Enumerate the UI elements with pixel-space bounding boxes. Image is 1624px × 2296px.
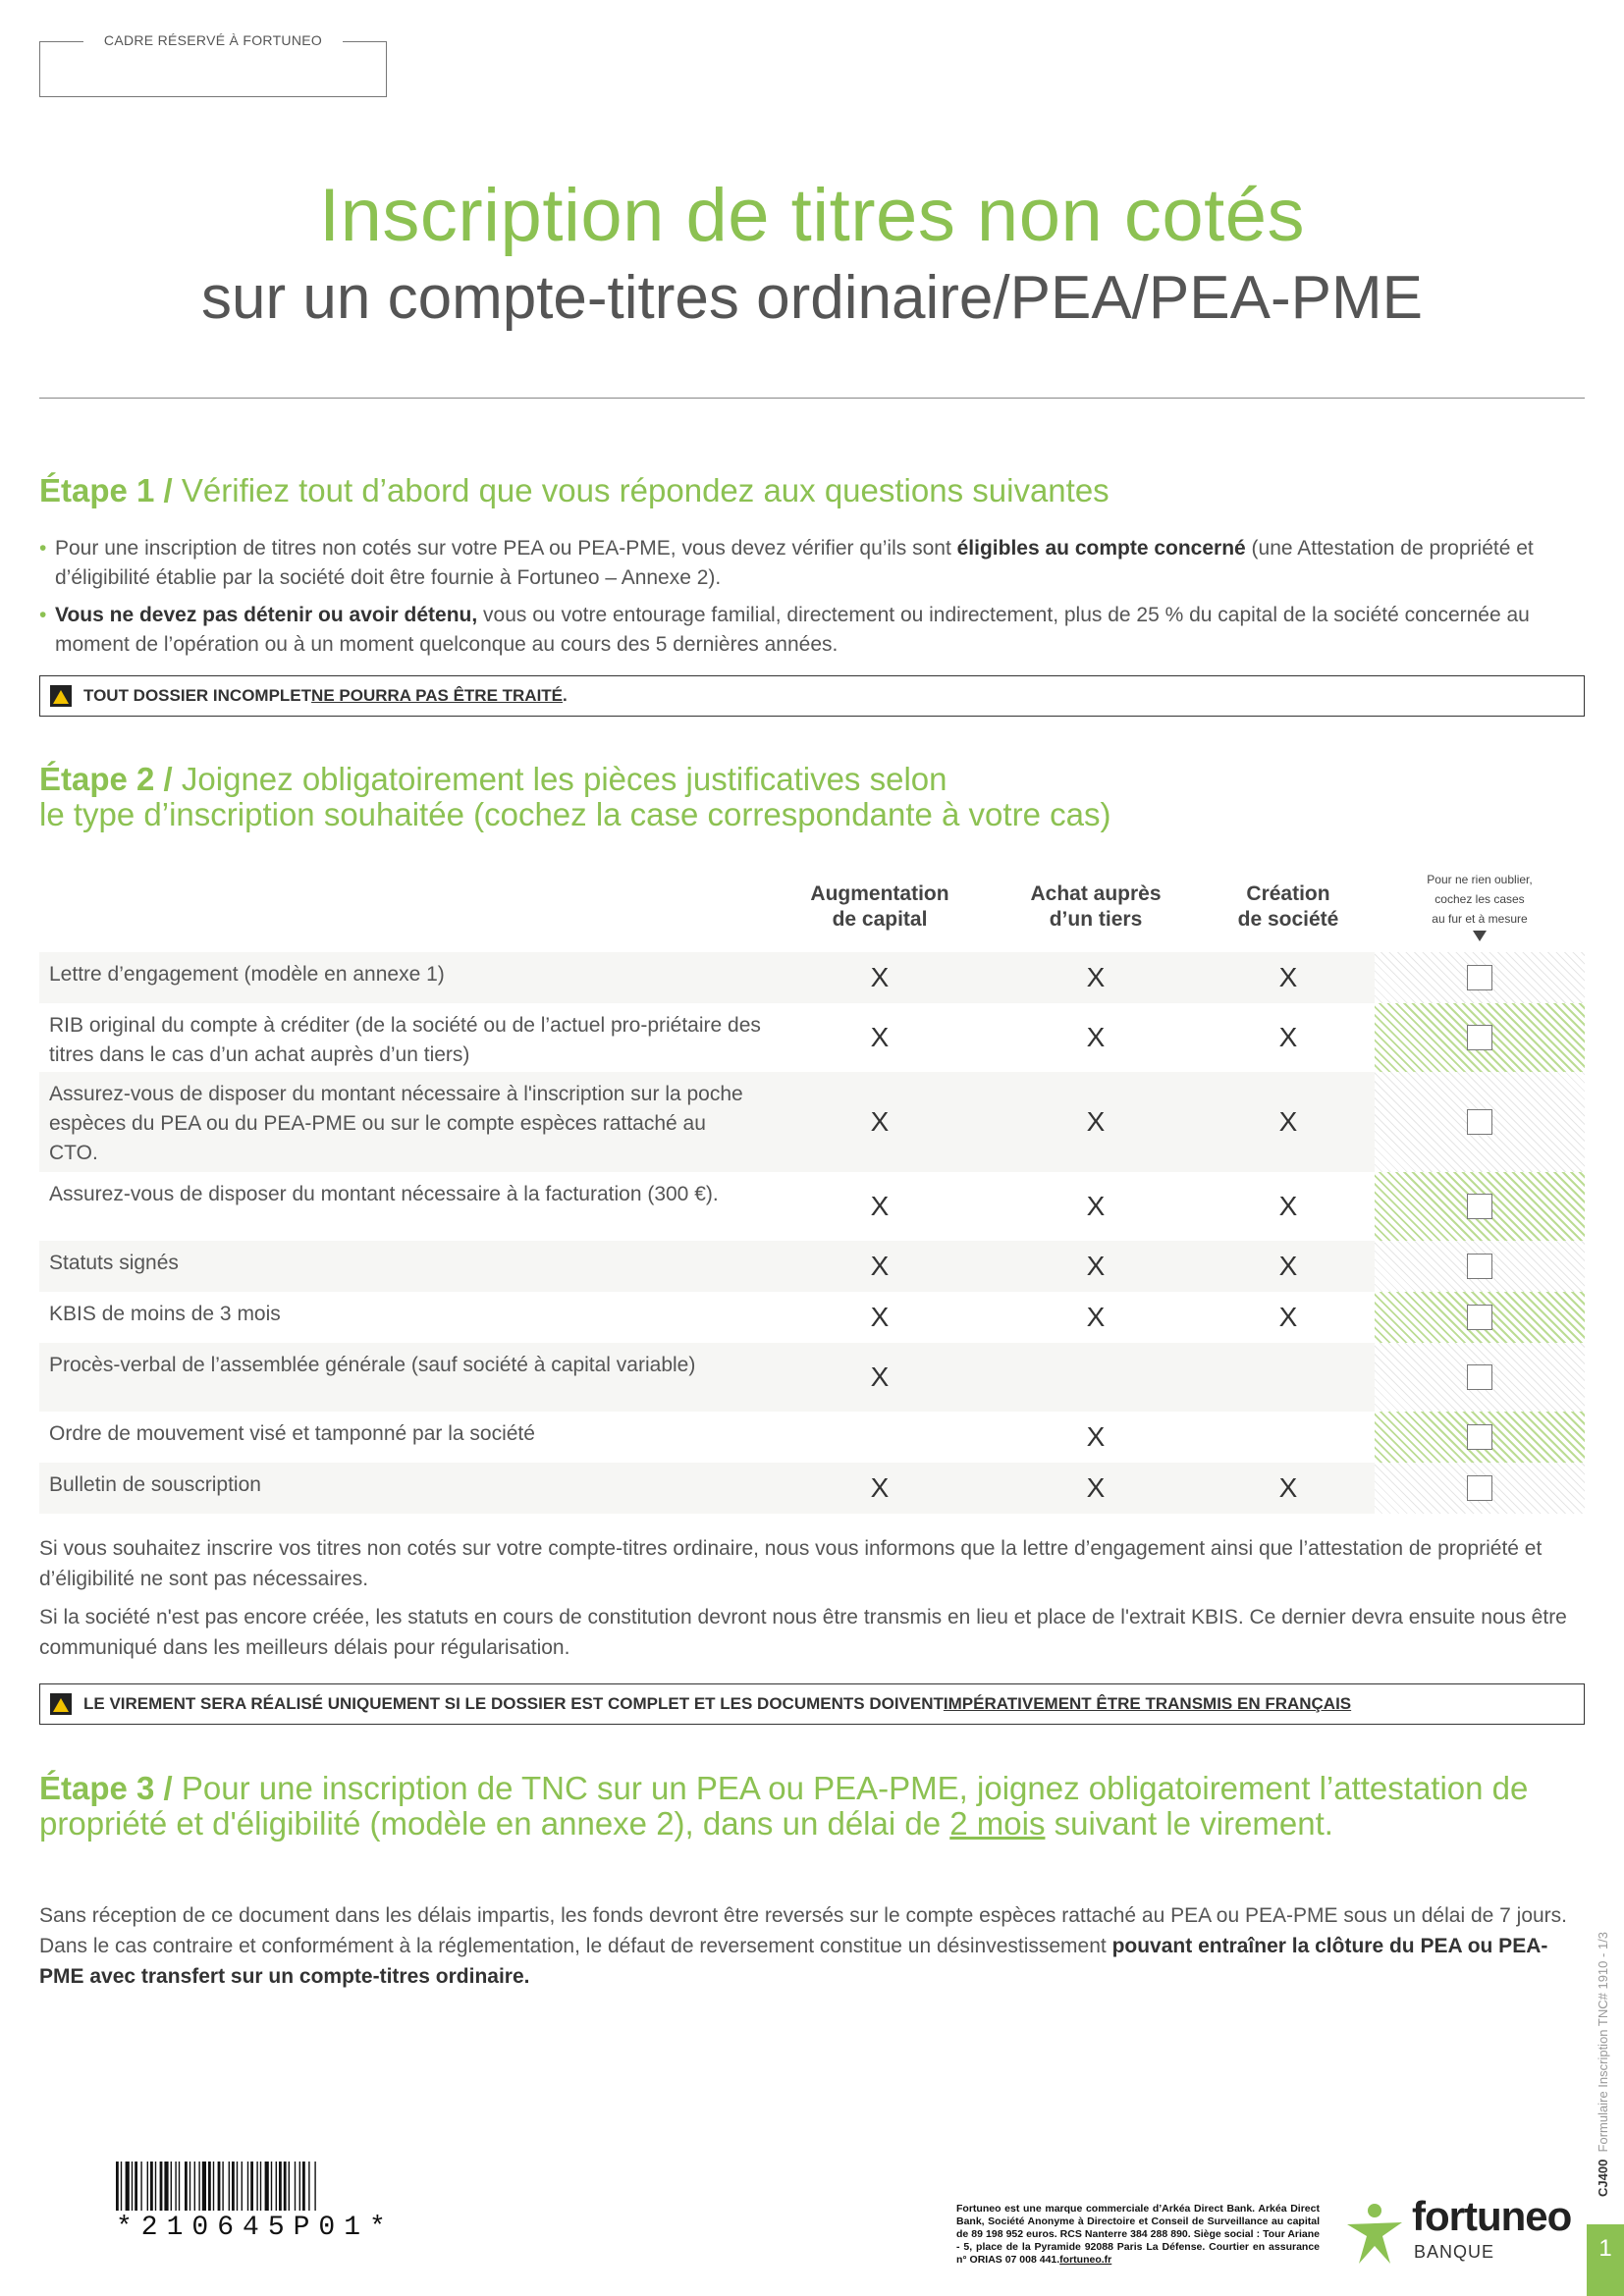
barcode-bar xyxy=(121,2162,122,2211)
barcode-bar xyxy=(308,2162,309,2211)
step3-heading xyxy=(39,1771,1585,1842)
step2-heading xyxy=(39,762,1585,832)
barcode-bar xyxy=(295,2162,296,2211)
barcode-bar xyxy=(164,2162,168,2211)
barcode-bar xyxy=(147,2162,148,2211)
x-mark: X xyxy=(1086,1022,1106,1052)
row-label: Lettre d’engagement (modèle en annexe 1) xyxy=(39,952,1375,1003)
checkbox-cell xyxy=(1375,1241,1585,1292)
row-label: KBIS de moins de 3 mois xyxy=(49,1303,281,1325)
barcode-bar xyxy=(198,2162,199,2211)
x-mark: X xyxy=(1278,1302,1298,1332)
barcode-bar xyxy=(289,2162,290,2211)
page-title: Inscription de titres non cotés xyxy=(318,174,1306,257)
x-mark: X xyxy=(1278,1191,1298,1221)
x-mark: X xyxy=(1086,1106,1106,1137)
row-label: Bulletin de souscription xyxy=(39,1463,1375,1514)
barcode-bar xyxy=(302,2162,305,2211)
barcode-bar xyxy=(175,2162,176,2211)
barcode-bar xyxy=(194,2162,195,2211)
x-mark: X xyxy=(1278,1472,1298,1503)
row-checkbox[interactable] xyxy=(1467,1194,1492,1219)
step3-title: Pour une inscription de TNC sur un PEA ou PEA-PME, joignez obligatoirement l’attestation de propriété et d'éligibilité (modèle en annexe 2), dans un délai de xyxy=(39,1770,1529,1842)
barcode-bar xyxy=(189,2162,190,2211)
checkbox-cell xyxy=(1375,1343,1585,1412)
x-mark: X xyxy=(1278,1106,1298,1137)
column-header-line: de société xyxy=(1237,908,1339,931)
barcode-bar xyxy=(299,2162,300,2211)
bullet-bold: éligibles au compte concerné xyxy=(956,537,1246,560)
row-checkbox[interactable] xyxy=(1467,965,1492,990)
note-line: cochez les cases xyxy=(1435,892,1525,906)
barcode-bar xyxy=(284,2162,287,2211)
form-code: CJ400 xyxy=(1596,2159,1610,2197)
warning-underlined: NE POURRA PAS ÊTRE TRAITÉ xyxy=(311,686,564,705)
bullet-text: (une Attestation de propriété et d’éligibilité établie par la société doit être fournie à Fortuneo – Annexe 2). xyxy=(55,537,1534,589)
barcode-bar xyxy=(242,2162,243,2211)
barcode-bar xyxy=(208,2162,211,2211)
barcode-bar xyxy=(222,2162,223,2211)
form-title: Formulaire Inscription TNC# 1910 - 1/3 xyxy=(1596,1931,1610,2153)
brand-name: fortuneo xyxy=(1412,2193,1572,2239)
x-mark: X xyxy=(870,1191,890,1221)
table-row xyxy=(39,952,1585,1003)
checkbox-cell xyxy=(1375,1172,1585,1241)
barcode-bar xyxy=(218,2162,221,2211)
table-row xyxy=(39,1172,1585,1241)
x-mark: X xyxy=(1278,962,1298,992)
table-row xyxy=(39,1072,1585,1172)
form-reference xyxy=(1596,1932,1610,2197)
step1-warning-banner xyxy=(39,675,1585,717)
column-header-line: Création xyxy=(1246,882,1330,905)
note-line: au fur et à mesure xyxy=(1432,912,1528,926)
step2-title-line2: le type d’inscription souhaitée (cochez la case correspondante à votre cas) xyxy=(39,796,1111,832)
row-label: Assurez-vous de disposer du montant nécessaire à l'inscription sur la poche espèces du PEA ou du PEA-PME ou sur le compte espèces rattaché au CTO. xyxy=(39,1072,1375,1172)
row-checkbox[interactable] xyxy=(1467,1109,1492,1135)
checkbox-cell xyxy=(1375,1412,1585,1463)
barcode-bar xyxy=(126,2162,130,2211)
column-header-line: Augmentation xyxy=(810,882,949,905)
warning-text: . xyxy=(563,686,568,705)
step2-label: Étape 2 / xyxy=(39,761,173,797)
table-row xyxy=(39,1292,1585,1343)
x-mark: X xyxy=(1086,962,1106,992)
barcode-bar xyxy=(229,2162,230,2211)
website-link[interactable]: fortuneo.fr xyxy=(1059,2254,1112,2266)
barcode-bar xyxy=(155,2162,156,2211)
warning-icon xyxy=(50,1693,72,1715)
table-row xyxy=(39,1463,1585,1514)
x-mark: X xyxy=(870,1472,890,1503)
column-header-line: Achat auprès xyxy=(1030,882,1162,905)
barcode-bar xyxy=(256,2162,257,2211)
step3-deadline: 2 mois xyxy=(949,1805,1046,1842)
barcode-bar xyxy=(185,2162,188,2211)
x-mark: X xyxy=(1278,1022,1298,1052)
table-row xyxy=(39,1343,1585,1412)
row-label: RIB original du compte à créditer (de la société ou de l’actuel pro-priétaire des titres dans le cas d’un achat auprès d’un tiers) xyxy=(49,1014,761,1066)
row-label: Statuts signés xyxy=(39,1241,1375,1292)
warning-text: TOUT DOSSIER INCOMPLET xyxy=(83,686,312,705)
barcode-bar xyxy=(135,2162,137,2211)
barcode-bar xyxy=(116,2162,119,2211)
step2-note-cto: Si vous souhaitez inscrire vos titres non cotés sur votre compte-titres ordinaire, nous vous informons que la lettre d’engagement ainsi que l’attestation de propriété et d’éligibilité ne sont pas nécessaires. xyxy=(39,1537,1543,1590)
x-mark: X xyxy=(1086,1302,1106,1332)
warning-text: LE VIREMENT SERA RÉALISÉ UNIQUEMENT SI LE DOSSIER EST COMPLET ET LES DOCUMENTS DOIVENT xyxy=(83,1694,944,1713)
checkbox-cell xyxy=(1375,952,1585,1003)
barcode-bar xyxy=(276,2162,277,2211)
checkbox-cell xyxy=(1375,1463,1585,1514)
barcode-bar xyxy=(179,2162,180,2211)
step1-title: Vérifiez tout d’abord que vous répondez aux questions suivantes xyxy=(181,472,1110,508)
barcode-bar xyxy=(140,2162,141,2211)
checkbox-column-note xyxy=(1406,870,1553,941)
barcode-bar xyxy=(271,2162,272,2211)
barcode-bar xyxy=(314,2162,315,2211)
barcode-bar xyxy=(237,2162,238,2211)
barcode-bar xyxy=(132,2162,133,2211)
step2-title-line1: Joignez obligatoirement les pièces justificatives selon xyxy=(181,761,947,797)
page-number: 1 xyxy=(1587,2224,1624,2296)
note-line: Pour ne rien oublier, xyxy=(1427,873,1533,886)
bullet-text: Pour une inscription de titres non cotés sur votre PEA ou PEA-PME, vous devez vérifier qu’ils sont xyxy=(55,537,957,560)
barcode-bar xyxy=(260,2162,261,2211)
x-mark: X xyxy=(870,1106,890,1137)
paragraph-text: Sans réception de ce document dans les délais impartis, les fonds devront être reversés sur le compte espèces rattaché au PEA ou PEA-PME sous un délai de 7 jours. Dans le cas contraire et conformément à la réglementation, le défaut de reversement constitue un désinvestissement xyxy=(39,1904,1567,1957)
bullet-bold: Vous ne devez pas détenir ou avoir détenu, xyxy=(55,604,478,626)
checkbox-cell xyxy=(1375,1292,1585,1343)
barcode-bar xyxy=(202,2162,206,2211)
row-checkbox[interactable] xyxy=(1467,1364,1492,1390)
paragraph-bold: pouvant entraîner la clôture du PEA ou PEA-PME avec transfert sur un compte-titres ordinaire. xyxy=(39,1935,1548,1988)
barcode xyxy=(116,2162,450,2211)
step1-heading xyxy=(39,473,1585,508)
legal-text: Fortuneo est une marque commerciale d’Arkéa Direct Bank. Arkéa Direct Bank, Société Anonyme à Directoire et Conseil de Surveillance au capital de 89 198 952 euros. RCS Nanterre 384 288 890. Siège social : Tour Ariane - 5, place de la Pyramide 92088 Paris La Défense. Courtier en assurance n° ORIAS 07 008 441. xyxy=(956,2203,1320,2266)
x-mark: X xyxy=(1086,1472,1106,1503)
header-divider xyxy=(39,398,1585,399)
barcode-bar xyxy=(247,2162,248,2211)
step3-label: Étape 3 / xyxy=(39,1770,173,1806)
bullet-text: vous ou votre entourage familial, directement ou indirectement, plus de 25 % du capital de la société concernée au moment de l’opération ou à un moment quelconque au cours des 5 dernières années. xyxy=(55,604,1530,656)
table-row xyxy=(39,1412,1585,1463)
barcode-bar xyxy=(160,2162,163,2211)
x-mark: X xyxy=(870,1022,890,1052)
brand-subtitle: BANQUE xyxy=(1414,2242,1495,2262)
x-mark: X xyxy=(1086,1191,1106,1221)
legal-notice xyxy=(956,2203,1320,2267)
warning-underlined: IMPÉRATIVEMENT ÊTRE TRANSMIS EN FRANÇAIS xyxy=(943,1694,1352,1713)
barcode-bar xyxy=(232,2162,235,2211)
step1-label: Étape 1 / xyxy=(39,472,173,508)
barcode-number: *210645P01* xyxy=(116,2213,395,2243)
barcode-bar xyxy=(213,2162,214,2211)
barcode-bar xyxy=(150,2162,153,2211)
reserved-frame xyxy=(39,32,387,97)
x-mark: X xyxy=(870,1362,890,1392)
step1-bullets xyxy=(39,534,1581,667)
arrow-down-icon xyxy=(1473,931,1487,941)
barcode-bar xyxy=(265,2162,269,2211)
row-checkbox[interactable] xyxy=(1467,1305,1492,1330)
column-header-third-party-purchase xyxy=(1007,881,1184,933)
barcode-bar xyxy=(279,2162,282,2211)
page-subtitle: sur un compte-titres ordinaire/PEA/PEA-PME xyxy=(201,264,1423,332)
warning-icon xyxy=(50,685,72,707)
x-mark: X xyxy=(870,1251,890,1281)
x-mark: X xyxy=(1278,1251,1298,1281)
x-mark: X xyxy=(1086,1421,1106,1452)
column-header-capital-increase xyxy=(791,881,968,933)
column-header-company-creation xyxy=(1200,881,1377,933)
row-checkbox[interactable] xyxy=(1467,1025,1492,1050)
row-label: Procès-verbal de l’assemblée générale (sauf société à capital variable) xyxy=(39,1343,1375,1412)
row-checkbox[interactable] xyxy=(1467,1254,1492,1279)
table-row xyxy=(39,1003,1585,1072)
fortuneo-star-logo-icon xyxy=(1345,2201,1404,2266)
barcode-bar xyxy=(250,2162,253,2211)
step3-paragraph xyxy=(39,1900,1583,1992)
column-header-line: d’un tiers xyxy=(1049,908,1143,931)
table-row xyxy=(39,1241,1585,1292)
x-mark: X xyxy=(870,1302,890,1332)
step3-title-end: suivant le virement. xyxy=(1045,1805,1333,1842)
row-checkbox[interactable] xyxy=(1467,1424,1492,1450)
row-checkbox[interactable] xyxy=(1467,1475,1492,1501)
step2-note-statutes: Si la société n'est pas encore créée, les statuts en cours de constitution devront nous être transmis en lieu et place de l'extrait KBIS. Ce dernier devra ensuite nous être communiqué dans les meilleurs délais pour régularisation. xyxy=(39,1606,1567,1659)
step1-bullet-eligibility xyxy=(39,534,1581,593)
checkbox-cell xyxy=(1375,1003,1585,1072)
column-header-line: de capital xyxy=(832,908,928,931)
checkbox-cell xyxy=(1375,1072,1585,1172)
barcode-bar xyxy=(171,2162,172,2211)
step2-warning-banner xyxy=(39,1683,1585,1725)
row-label: Assurez-vous de disposer du montant nécessaire à la facturation (300 €). xyxy=(49,1183,719,1205)
reserved-frame-label: CADRE RÉSERVÉ À FORTUNEO xyxy=(89,32,337,48)
x-mark: X xyxy=(870,962,890,992)
step1-bullet-ownership xyxy=(39,601,1581,660)
x-mark: X xyxy=(1086,1251,1106,1281)
row-label: Ordre de mouvement visé et tamponné par la société xyxy=(49,1422,535,1445)
